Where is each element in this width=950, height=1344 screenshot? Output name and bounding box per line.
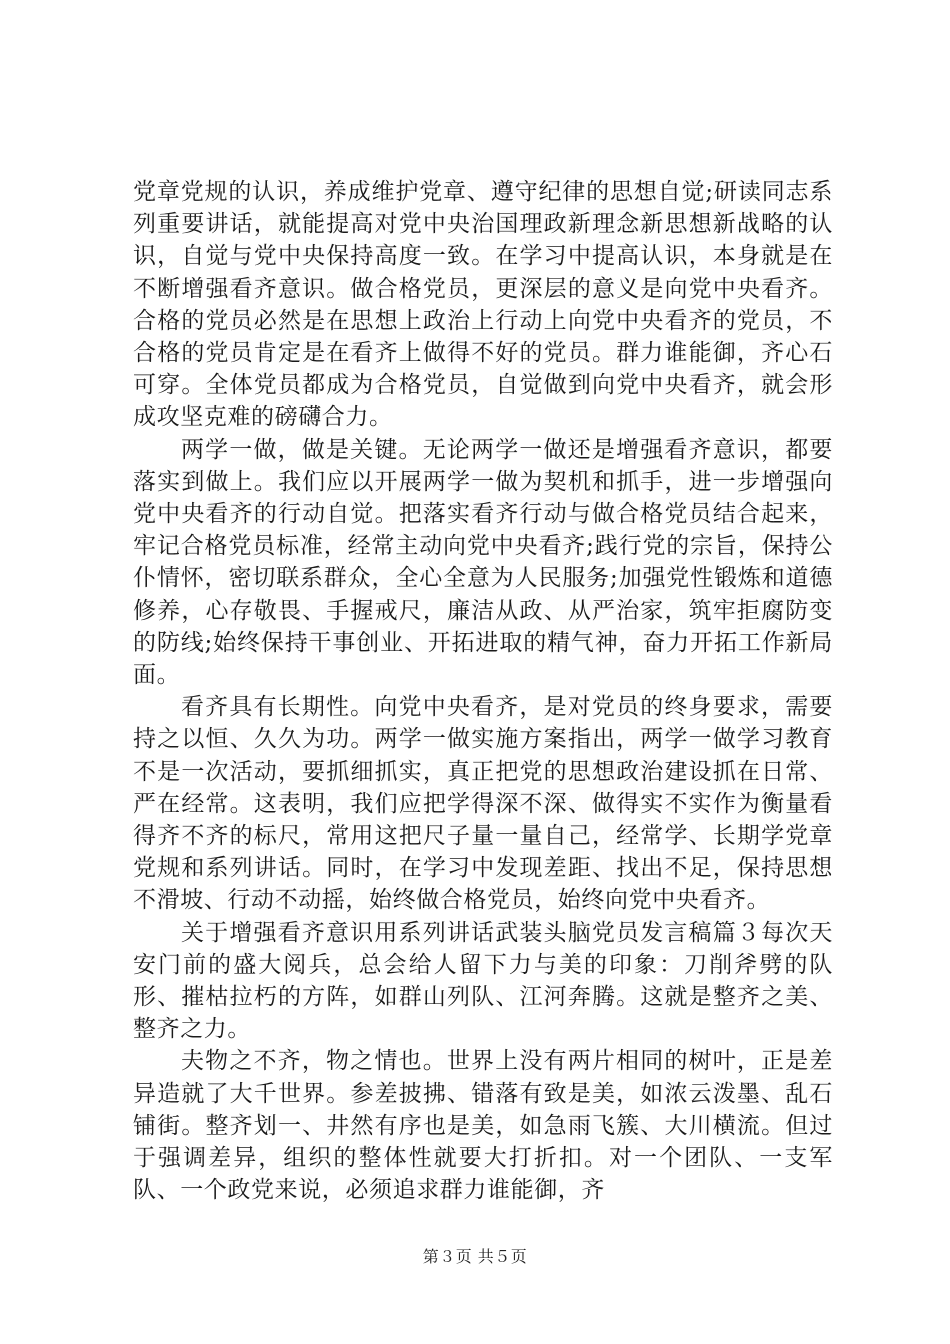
document-body xyxy=(133,176,833,1207)
paragraph-4: 关于增强看齐意识用系列讲话武装头脑党员发言稿篇３每次天安门前的盛大阅兵，总会给人留下力与美的印象：刀削斧劈的队形、摧枯拉朽的方阵，如群山列队、江河奔腾。这就是整齐之美、整齐之力。 xyxy=(133,919,833,1043)
paragraph-1: 党章党规的认识，养成维护党章、遵守纪律的思想自觉;研读同志系列重要讲话，就能提高对党中央治国理政新理念新思想新战略的认识，自觉与党中央保持高度一致。在学习中提高认识，本身就是在不断增强看齐意识。做合格党员，更深层的意义是向党中央看齐。合格的党员必然是在思想上政治上行动上向党中央看齐的党员，不合格的党员肯定是在看齐上做得不好的党员。群力谁能御，齐心石可穿。全体党员都成为合格党员，自觉做到向党中央看齐，就会形成攻坚克难的磅礴合力。 xyxy=(133,179,833,431)
paragraph-2: 两学一做，做是关键。无论两学一做还是增强看齐意识，都要落实到做上。我们应以开展两学一做为契机和抓手，进一步增强向党中央看齐的行动自觉。把落实看齐行动与做合格党员结合起来，牢记合格党员标准，经常主动向党中央看齐;践行党的宗旨，保持公仆情怀，密切联系群众，全心全意为人民服务;加强党性锻炼和道德修养，心存敬畏、手握戒尺，廉洁从政、从严治家，筑牢拒腐防变的防线;始终保持干事创业、开拓进取的精气神，奋力开拓工作新局面。 xyxy=(133,436,833,689)
page-number-footer: 第３页 共５页 xyxy=(422,1247,528,1266)
paragraph-5: 夫物之不齐，物之情也。世界上没有两片相同的树叶，正是差异造就了大千世界。参差披拂、错落有致是美，如浓云泼墨、乱石铺街。整齐划一、井然有序也是美，如急雨飞簇、大川横流。但过于强调差异，组织的整体性就要大打折扣。对一个团队、一支军队、一个政党来说，必须追求群力谁能御，齐 xyxy=(133,1048,833,1204)
paragraph-3: 看齐具有长期性。向党中央看齐，是对党员的终身要求，需要持之以恒、久久为功。两学一做实施方案指出，两学一做学习教育不是一次活动，要抓细抓实，真正把党的思想政治建设抓在日常、严在经常。这表明，我们应把学得深不深、做得实不实作为衡量看得齐不齐的标尺，常用这把尺子量一量自己，经常学、长期学党章党规和系列讲话。同时，在学习中发现差距、找出不足，保持思想不滑坡、行动不动摇，始终做合格党员，始终向党中央看齐。 xyxy=(133,694,833,914)
